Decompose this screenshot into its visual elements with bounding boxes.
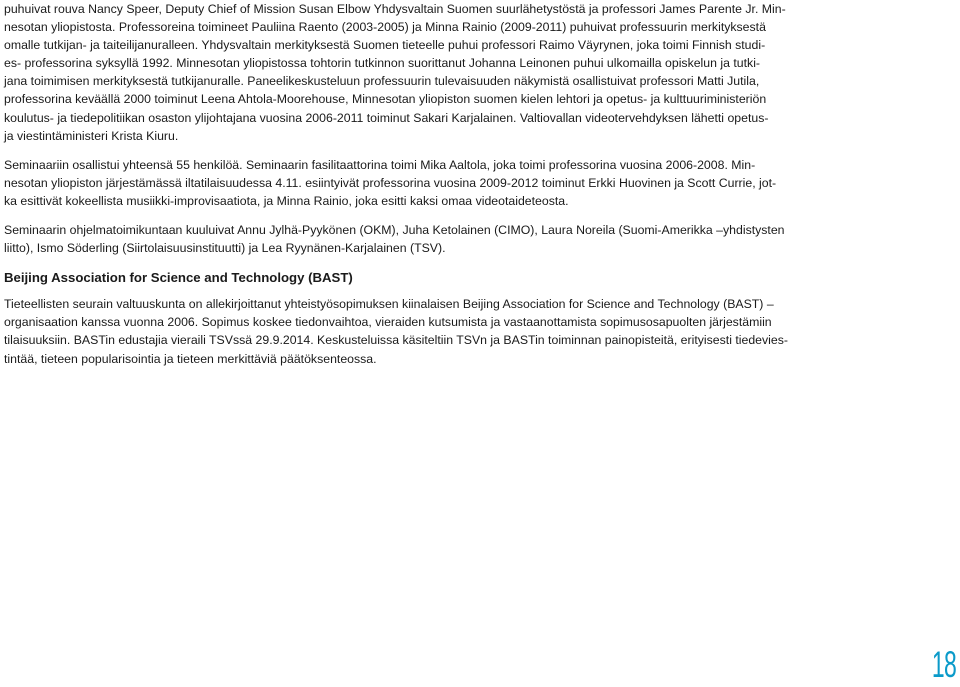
text-line: jana toimimisen merkityksestä tutkijanuralle. Paneelikeskusteluun professuurin tulevaisuuden näkymistä osallistuivat professori Matti Jutila, [4,74,760,89]
text-line: koulutus- ja tiedepolitiikan osaston ylijohtajana vuosina 2006-2011 toiminut Sakari Karjalainen. Valtiovallan videotervehdyksen lähetti opetus- [4,110,769,125]
document-body [4,0,794,368]
paragraph-spacer [4,257,794,268]
text-line: professorina keväällä 2000 toiminut Leena Ahtola-Moorehouse, Minnesotan yliopiston suomen kielen lehtori ja opetus- ja kulttuuriministeriön [4,92,767,107]
paragraph-bast-agreement [4,295,794,367]
text-line: nesotan yliopistosta. Professoreina toimineet Pauliina Raento (2003-2005) ja Minna Rainio (2009-2011) puhuivat professuurin merkityksestä [4,20,766,35]
paragraph-spacer [4,210,794,221]
text-line: puhuivat rouva Nancy Speer, Deputy Chief of Mission Susan Elbow Yhdysvaltain Suomen suurlähetystöstä ja professori James Parente Jr. Min- [4,2,786,16]
text-line: es- professorina syksyllä 1992. Minnesotan yliopistossa tohtorin tutkinnon suorittanut Johanna Leinonen puhui ulkomailla opiskelun ja tutki- [4,56,761,71]
text-line: liitto), Ismo Söderling (Siirtolaisuusinstituutti) ja Lea Ryynänen-Karjalainen (TSV). [4,241,446,256]
text-line: organisaation kanssa vuonna 2006. Sopimus koskee tiedonvaihtoa, vieraiden kutsumista ja vastaanottamista sopimusosapuolten järjestämiin [4,315,772,330]
text-line: omalle tutkijan- ja taiteilijanuralleen. Yhdysvaltain merkityksestä Suomen tieteelle puhui professori Raimo Väyrynen, joka toimi Finnish studi- [4,38,766,53]
text-line: ja viestintäministeri Krista Kiuru. [4,128,179,143]
text-line: nesotan yliopiston järjestämässä iltatilaisuudessa 4.11. esiintyivät professorina vuosina 2009-2012 toiminut Erkki Huovinen ja Scott Currie, jot- [4,175,777,190]
text-line: tintää, tieteen popularisointia ja tieteen merkittäviä päätöksenteossa. [4,351,377,366]
paragraph-spacer [4,287,794,295]
text-line: Seminaarin ohjelmatoimikuntaan kuuluivat Annu Jylhä-Pyykönen (OKM), Juha Ketolainen (CIMO), Laura Noreila (Suomi-Amerikka –yhdistysten [4,223,785,238]
paragraph-program-committee [4,221,794,257]
paragraph-seminar-participants [4,156,794,210]
text-line: tilaisuuksiin. BASTin edustajia vieraili TSVssä 29.9.2014. Keskusteluissa käsiteltiin TSVn ja BASTin toiminnan painopisteitä, erityisesti tiedevies- [4,333,788,348]
text-line: Seminaariin osallistui yhteensä 55 henkilöä. Seminaarin fasilitaattorina toimi Mika Aaltola, joka toimi professorina vuosina 2006-2008. Min- [4,157,756,172]
paragraph-spacer [4,145,794,156]
text-line: ka esittivät kokeellista musiikki-improvisaatiota, ja Minna Rainio, joka esitti kaksi omaa videotaideteosta. [4,193,569,208]
paragraph-seminar-speakers [4,0,794,145]
text-line: Tieteellisten seurain valtuuskunta on allekirjoittanut yhteistyösopimuksen kiinalaisen Beijing Association for Science and Technology (BAST) – [4,297,774,312]
section-heading: Beijing Association for Science and Technology (BAST) [4,270,353,286]
page-number: 18 [931,644,956,685]
